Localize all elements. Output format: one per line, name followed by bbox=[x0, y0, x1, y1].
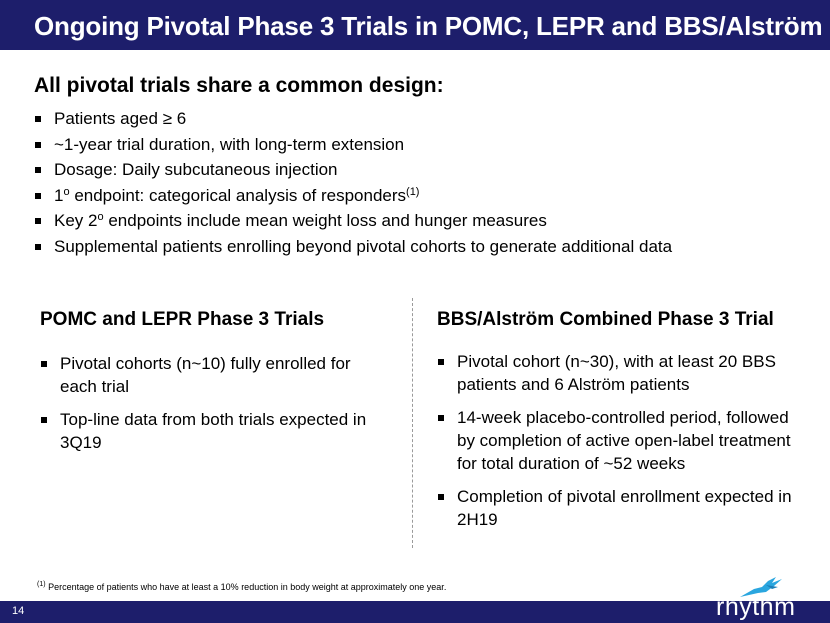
bullet-text: Pivotal cohort (n~30), with at least 20 BBS patients and 6 Alström patients bbox=[457, 352, 776, 394]
footnote-ref: (1) bbox=[406, 185, 420, 198]
bbs-alstrom-title: BBS/Alström Combined Phase 3 Trial bbox=[437, 309, 774, 330]
ordinal-superscript: o bbox=[63, 185, 70, 198]
list-item bbox=[40, 352, 385, 398]
bbs-alstrom-list bbox=[437, 350, 807, 541]
bullet-text-post: endpoint: categorical analysis of responders bbox=[69, 185, 407, 205]
page-number: 14 bbox=[12, 605, 25, 617]
bullet-text: Completion of pivotal enrollment expected in 2H19 bbox=[457, 487, 792, 529]
bullet-text: 14-week placebo-controlled period, followed by completion of active open-label treatment for total duration of ~52 weeks bbox=[457, 408, 791, 473]
slide-title: Ongoing Pivotal Phase 3 Trials in POMC, LEPR and BBS/Alström bbox=[34, 11, 823, 41]
list-item bbox=[34, 208, 672, 234]
bullet-text-pre: 1 bbox=[54, 185, 64, 205]
bullet-text: ~1-year trial duration, with long-term extension bbox=[54, 134, 405, 154]
list-item bbox=[34, 234, 672, 260]
footnote-text: Percentage of patients who have at least a 10% reduction in body weight at approximately one year. bbox=[45, 582, 447, 592]
bullet-text-pre: Key 2 bbox=[54, 211, 98, 230]
common-design-heading: All pivotal trials share a common design: bbox=[34, 74, 444, 97]
bullet-text: Pivotal cohorts (n~10) fully enrolled for each trial bbox=[60, 354, 351, 396]
bullet-text-post: endpoints include mean weight loss and hunger measures bbox=[103, 211, 547, 230]
list-item bbox=[34, 157, 672, 183]
footer-bar bbox=[0, 601, 830, 623]
list-item bbox=[437, 406, 807, 475]
list-item bbox=[437, 485, 807, 531]
list-item bbox=[437, 350, 807, 396]
footnote-marker: (1) bbox=[37, 581, 46, 588]
list-item bbox=[34, 132, 672, 158]
footnote bbox=[37, 582, 446, 592]
common-design-list bbox=[34, 106, 672, 259]
ordinal-superscript: o bbox=[97, 211, 104, 223]
bullet-text: Supplemental patients enrolling beyond pivotal cohorts to generate additional data bbox=[54, 236, 673, 256]
list-item bbox=[34, 106, 672, 132]
bullet-text: Patients aged ≥ 6 bbox=[54, 109, 187, 128]
pomc-lepr-title: POMC and LEPR Phase 3 Trials bbox=[40, 309, 325, 330]
list-item bbox=[40, 408, 385, 454]
bullet-text: Dosage: Daily subcutaneous injection bbox=[54, 160, 338, 179]
pomc-lepr-list bbox=[40, 352, 385, 464]
list-item bbox=[34, 183, 672, 209]
bullet-text: Top-line data from both trials expected in 3Q19 bbox=[60, 410, 367, 452]
column-divider bbox=[412, 298, 413, 548]
rhythm-logo: rhythm bbox=[716, 593, 796, 621]
